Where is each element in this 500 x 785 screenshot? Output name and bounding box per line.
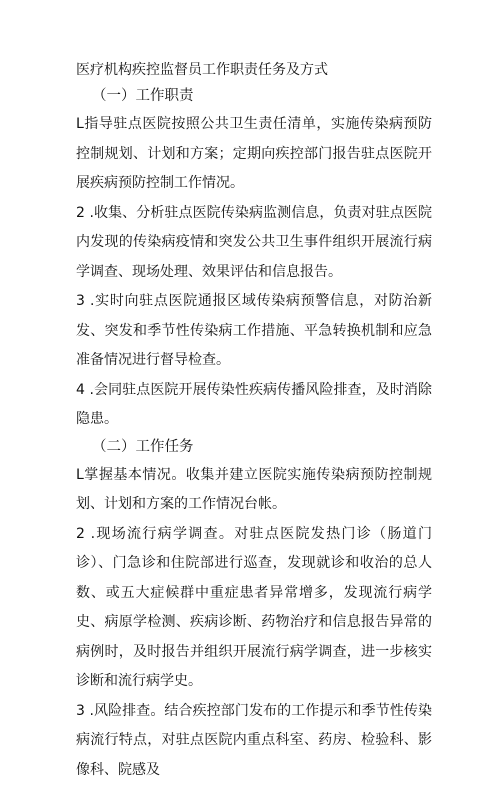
- section-heading: （一）工作职责: [76, 84, 432, 108]
- document-title: 医疗机构疾控监督员工作职责任务及方式: [76, 60, 432, 80]
- section-tasks: [76, 435, 432, 785]
- document-page: [76, 60, 432, 785]
- paragraph: 2 .收集、分析驻点医院传染病监测信息，负责对驻点医院内发现的传染病疫情和突发公共卫生事件组织开展流行病学调查、现场处理、效果评估和信息报告。: [76, 199, 432, 288]
- section-duties: [76, 84, 432, 435]
- paragraph: L掌握基本情况。收集并建立医院实施传染病预防控制规划、计划和方案的工作情况台帐。: [76, 461, 432, 520]
- paragraph: 2 .现场流行病学调查。对驻点医院发热门诊（肠道门诊）、门急诊和住院部进行巡查，发现就诊和收治的总人数、或五大症候群中重症患者异常增多，发现流行病学史、病原学检测、疾病诊断、药物治疗和信息报告异常的病例时，及时报告并组织开展流行病学调查，进一步核实诊断和流行病学史。: [76, 520, 432, 697]
- paragraph: 3 .风险排查。结合疾控部门发布的工作提示和季节性传染病流行特点，对驻点医院内重点科室、药房、检验科、影像科、院感及: [76, 697, 432, 785]
- paragraph: 3 .实时向驻点医院通报区域传染病预警信息，对防治新发、突发和季节性传染病工作措施、平急转换机制和应急准备情况进行督导检查。: [76, 287, 432, 376]
- section-heading: （二）工作任务: [76, 435, 432, 459]
- paragraph: 4 .会同驻点医院开展传染性疾病传播风险排查，及时消除隐患。: [76, 376, 432, 435]
- paragraph: L指导驻点医院按照公共卫生责任清单，实施传染病预防控制规划、计划和方案；定期向疾控部门报告驻点医院开展疾病预防控制工作情况。: [76, 110, 432, 199]
